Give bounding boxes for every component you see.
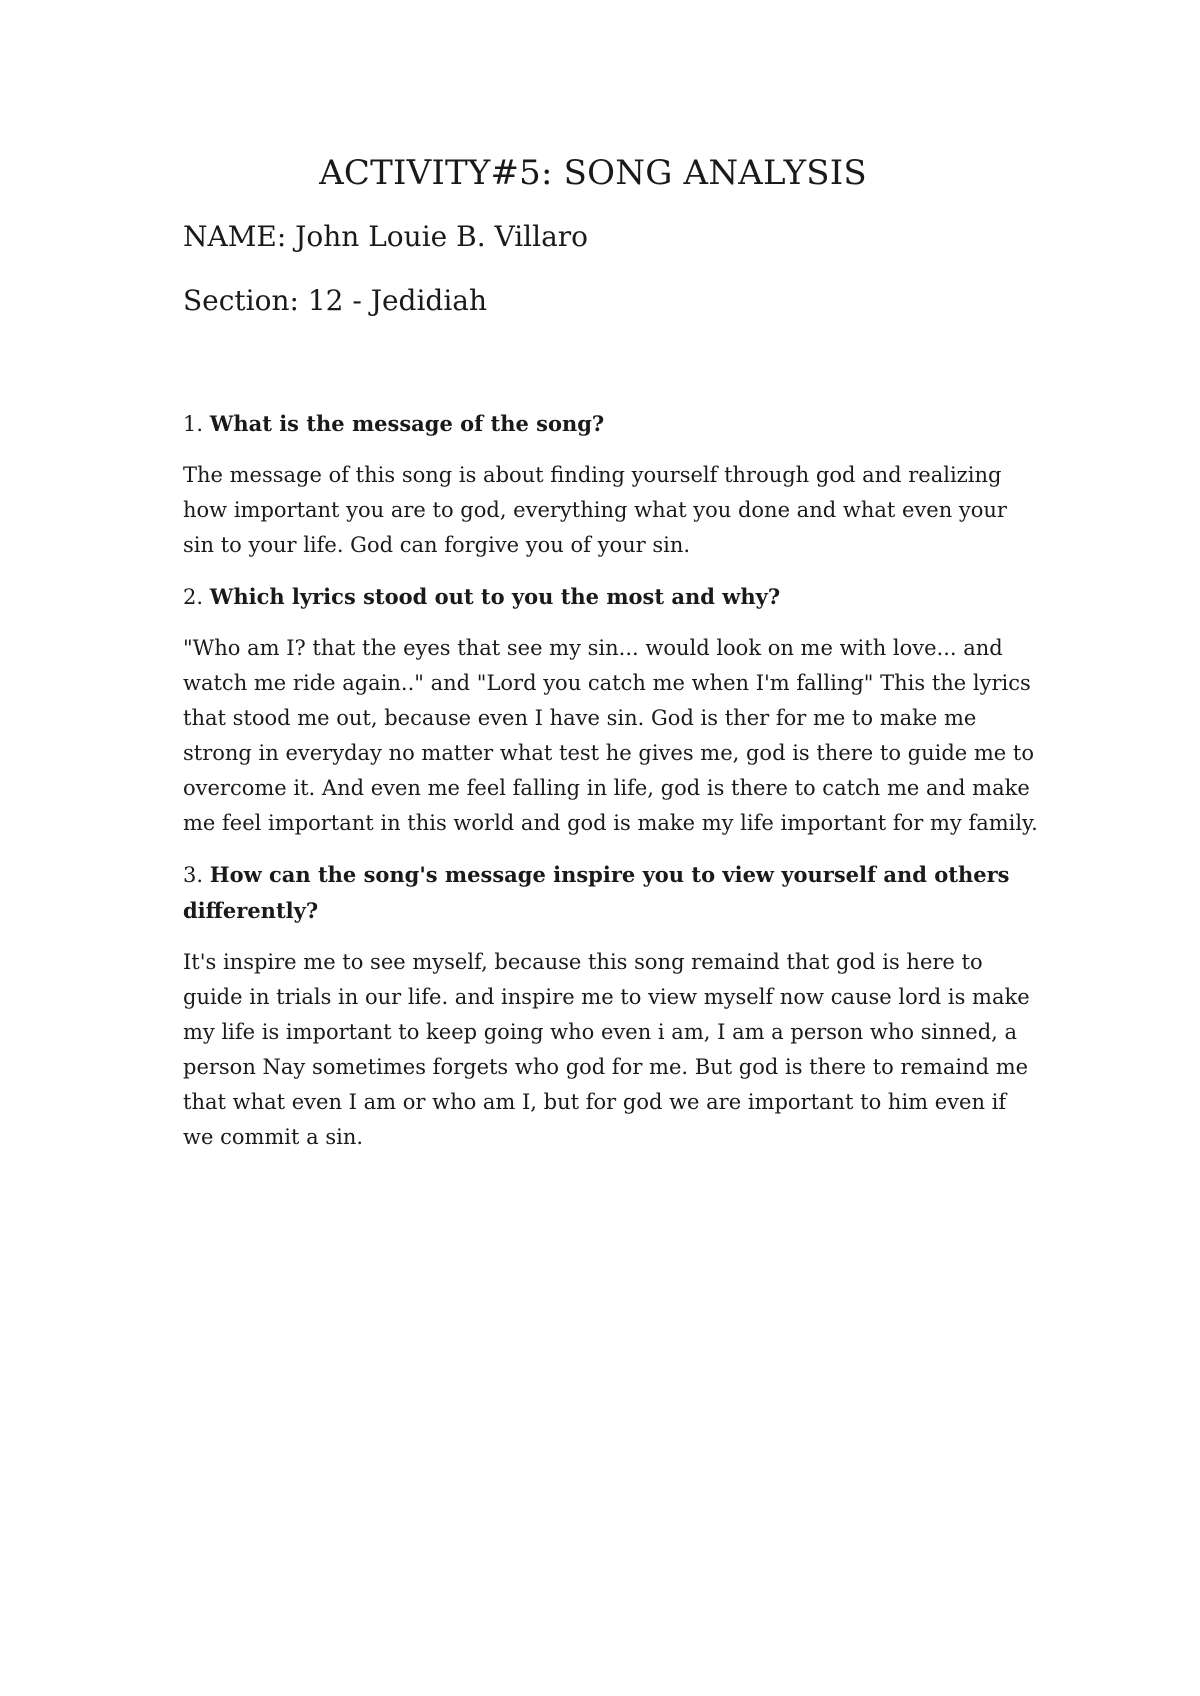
document-title: ACTIVITY#5: SONG ANALYSIS [319, 153, 867, 193]
question-2 [183, 579, 1043, 615]
document-page [183, 150, 1043, 1155]
question-text: How can the song's message inspire you to view yourself and others differently? [183, 862, 1010, 923]
student-section: Section: 12 - Jedidiah [183, 284, 488, 317]
answer-3: It's inspire me to see myself, because this song remaind that god is here to guide in trials in our life. and inspire me to view myself now cause lord is make my life is important to keep going who even i am, I am a person who sinned, a person Nay sometimes forgets who god for me. But god is there to remaind me that what even I am or who am I, but for god we are important to him even if we commit a sin. [183, 950, 1030, 1149]
student-name: NAME: John Louie B. Villaro [183, 220, 589, 253]
question-1 [183, 406, 1043, 442]
question-number: 3. [183, 863, 204, 887]
question-text: Which lyrics stood out to you the most and why? [209, 584, 781, 609]
question-text: What is the message of the song? [209, 411, 605, 436]
answer-1: The message of this song is about finding yourself through god and realizing how important you are to god, everything what you done and what even your sin to your life. God can forgive you of your sin. [183, 463, 1007, 557]
question-number: 1. [183, 412, 204, 436]
question-3 [183, 857, 1043, 929]
question-number: 2. [183, 585, 204, 609]
answer-2: "Who am I? that the eyes that see my sin... would look on me with love... and watch me ride again.." and "Lord you catch me when I'm falling" This the lyrics that stood me out, because even I have sin. God is ther for me to make me strong in everyday no matter what test he gives me, god is there to guide me to overcome it. And even me feel falling in life, god is there to catch me and make me feel important in this world and god is make my life important for my family. [183, 636, 1038, 835]
